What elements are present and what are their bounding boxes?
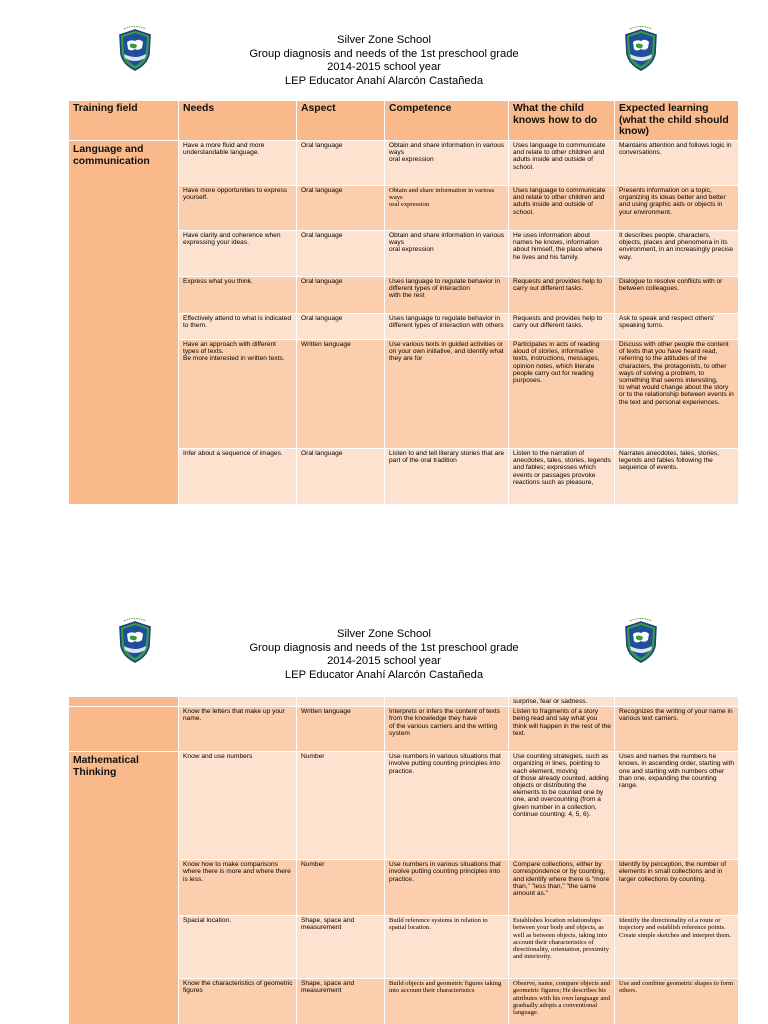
expected-cell: Presents information on a topic, organizing its ideas better and better and using graphic aids or objects in your environment. <box>615 186 739 231</box>
expected-cell: Recognizes the writing of your name in various text carriers. <box>615 707 739 752</box>
aspect-cell: Number <box>297 860 385 916</box>
educator-name: LEP Educator Anahí Alarcón Castañeda <box>284 668 484 681</box>
competence-cell: Build reference systems in relation to spatial location. <box>385 916 509 979</box>
aspect-cell: Number <box>297 752 385 860</box>
knows-cell: Requests and provides help to carry out different tasks. <box>509 314 615 340</box>
competence-cell: Listen to and tell literary stories that are part of the oral tradition <box>385 449 509 505</box>
knows-cell: surprise, fear or sadness. <box>509 697 615 707</box>
aspect-cell: Written language <box>297 707 385 752</box>
table-header-row <box>69 101 739 141</box>
training-field-cell: Language and communication <box>69 141 179 505</box>
column-header-needs: Needs <box>179 101 297 141</box>
knows-cell: Observe, name, compare objects and geometric figures; He describes his attributes with his own language and gradually adopts a conventional language. <box>509 979 615 1024</box>
aspect-cell: Written language <box>297 340 385 449</box>
needs-cell: Effectively attend to what is indicated to them. <box>179 314 297 340</box>
document-header <box>200 628 568 682</box>
knows-cell: Participates in acts of reading aloud of stories, informative texts, instructions, messages, opinion notes, which literate people carry out for reading purposes. <box>509 340 615 449</box>
knows-cell: Compare collections, either by correspondence or by counting, and identify where there is "more than," "less than," "the same amount as." <box>509 860 615 916</box>
needs-cell: Have more opportunities to express yourself. <box>179 186 297 231</box>
expected-cell: Discuss with other people the content of texts that you have heard read, referring to the attitudes of the characters, the protagonists, to other ways of solving a problem, to something that seems interesting, to what would change about the story or to the relationship between events in the text and personal experiences. <box>615 340 739 449</box>
aspect-cell: Shape, space and measurement <box>297 916 385 979</box>
knows-cell: Listen to fragments of a story being read and say what you think will happen in the rest of the text. <box>509 707 615 752</box>
aspect-cell: Oral language <box>297 186 385 231</box>
knows-cell: Uses language to communicate and relate to other children and adults inside and outside of school. <box>509 141 615 186</box>
needs-cell: Know and use numbers <box>179 752 297 860</box>
competence-cell: Use various texts in guided activities or on your own initiative, and identify what they are for <box>385 340 509 449</box>
expected-cell: Use and combine geometric shapes to form others. <box>615 979 739 1024</box>
needs-cell: Know how to make comparisons where there is more and where there is less. <box>179 860 297 916</box>
school-name: Silver Zone School <box>337 34 431 46</box>
document-title: Group diagnosis and needs of the 1st preschool grade <box>249 47 519 60</box>
knows-cell: Requests and provides help to carry out different tasks. <box>509 277 615 314</box>
document-page-2 <box>0 610 768 1024</box>
school-name: Silver Zone School <box>337 628 431 640</box>
needs-cell: Have clarity and coherence when expressing your ideas. <box>179 231 297 277</box>
competence-cell: Obtain and share information in various ways oral expression <box>385 186 509 231</box>
school-crest-icon <box>622 616 660 664</box>
educator-name: LEP Educator Anahí Alarcón Castañeda <box>284 74 484 87</box>
table-row <box>69 697 739 707</box>
knows-cell: Use counting strategies, such as organizing in lines, pointing to each element, moving of those already counted, adding objects or distributing the elements to be counted one by one, and overcounting (from a given number in a collection, continue counting: 4, 5, 6). <box>509 752 615 860</box>
needs-cell: Know the letters that make up your name. <box>179 707 297 752</box>
expected-cell: Identify the directionality of a route or trajectory and establish reference points. Create simple sketches and interpret them. <box>615 916 739 979</box>
aspect-cell: Oral language <box>297 449 385 505</box>
competence-cell: Use numbers in various situations that involve putting counting principles into practice. <box>385 860 509 916</box>
competence-cell: Build objects and geometric figures taking into account their characteristics <box>385 979 509 1024</box>
training-field-cell: Mathematical Thinking <box>69 752 179 1024</box>
diagnosis-table-page-1 <box>68 100 739 505</box>
needs-cell: Spacial location. <box>179 916 297 979</box>
aspect-cell: Shape, space and measurement <box>297 979 385 1024</box>
school-crest-icon <box>116 616 154 664</box>
knows-cell: Listen to the narration of anecdotes, tales, stories, legends and fables; expresses which events or passages provoke reactions such as pleasure, <box>509 449 615 505</box>
needs-cell: Infer about a sequence of images. <box>179 449 297 505</box>
column-header-expected: Expected learning (what the child should know) <box>615 101 739 141</box>
competence-cell: Obtain and share information in various ways oral expression <box>385 141 509 186</box>
expected-cell: Uses and names the numbers he knows, in ascending order, starting with one and starting with numbers other than one, expanding the counting range. <box>615 752 739 860</box>
expected-cell: Narrates anecdotes, tales, stories, legends and fables following the sequence of events. <box>615 449 739 505</box>
competence-cell: Obtain and share information in various ways oral expression <box>385 231 509 277</box>
school-year: 2014-2015 school year <box>327 655 441 668</box>
column-header-knows: What the child knows how to do <box>509 101 615 141</box>
expected-cell: Maintains attention and follows logic in conversations. <box>615 141 739 186</box>
needs-cell: Have a more fluid and more understandable language. <box>179 141 297 186</box>
needs-cell: Express what you think. <box>179 277 297 314</box>
aspect-cell: Oral language <box>297 277 385 314</box>
column-header-aspect: Aspect <box>297 101 385 141</box>
aspect-cell: Oral language <box>297 314 385 340</box>
table-row <box>69 752 739 860</box>
table-row <box>69 707 739 752</box>
school-year: 2014-2015 school year <box>327 61 441 74</box>
knows-cell: Establishes location relationships between your body and objects, as well as between objects, taking into account their characteristics of directionality, orientation, proximity and interiority. <box>509 916 615 979</box>
knows-cell: He uses information about names he knows, information about himself, the place where he lives and his family. <box>509 231 615 277</box>
column-header-training-field: Training field <box>69 101 179 141</box>
diagnosis-table-page-2 <box>68 696 739 1024</box>
needs-cell: Know the characteristics of geometric figures <box>179 979 297 1024</box>
competence-cell: Interprets or infers the content of texts from the knowledge they have of the various carriers and the writing system <box>385 707 509 752</box>
document-header <box>200 34 568 88</box>
school-crest-icon <box>622 24 660 72</box>
expected-cell: It describes people, characters, objects, places and phenomena in its environment, in an increasingly precise way. <box>615 231 739 277</box>
expected-cell: Ask to speak and respect others' speaking turns. <box>615 314 739 340</box>
expected-cell: Dialogue to resolve conflicts with or between colleagues. <box>615 277 739 314</box>
aspect-cell: Oral language <box>297 141 385 186</box>
competence-cell: Uses language to regulate behavior in different types of interaction with the rest <box>385 277 509 314</box>
needs-cell: Have an approach with different types of texts. Be more interested in written texts. <box>179 340 297 449</box>
expected-cell: Identify by perception, the number of elements in small collections and in larger collections by counting. <box>615 860 739 916</box>
document-title: Group diagnosis and needs of the 1st preschool grade <box>249 641 519 654</box>
aspect-cell: Oral language <box>297 231 385 277</box>
school-crest-icon <box>116 24 154 72</box>
table-row <box>69 141 739 186</box>
knows-cell: Uses language to communicate and relate to other children and adults inside and outside of school. <box>509 186 615 231</box>
competence-cell: Use numbers in various situations that involve putting counting principles into practice. <box>385 752 509 860</box>
competence-cell: Uses language to regulate behavior in different types of interaction with others <box>385 314 509 340</box>
column-header-competence: Competence <box>385 101 509 141</box>
